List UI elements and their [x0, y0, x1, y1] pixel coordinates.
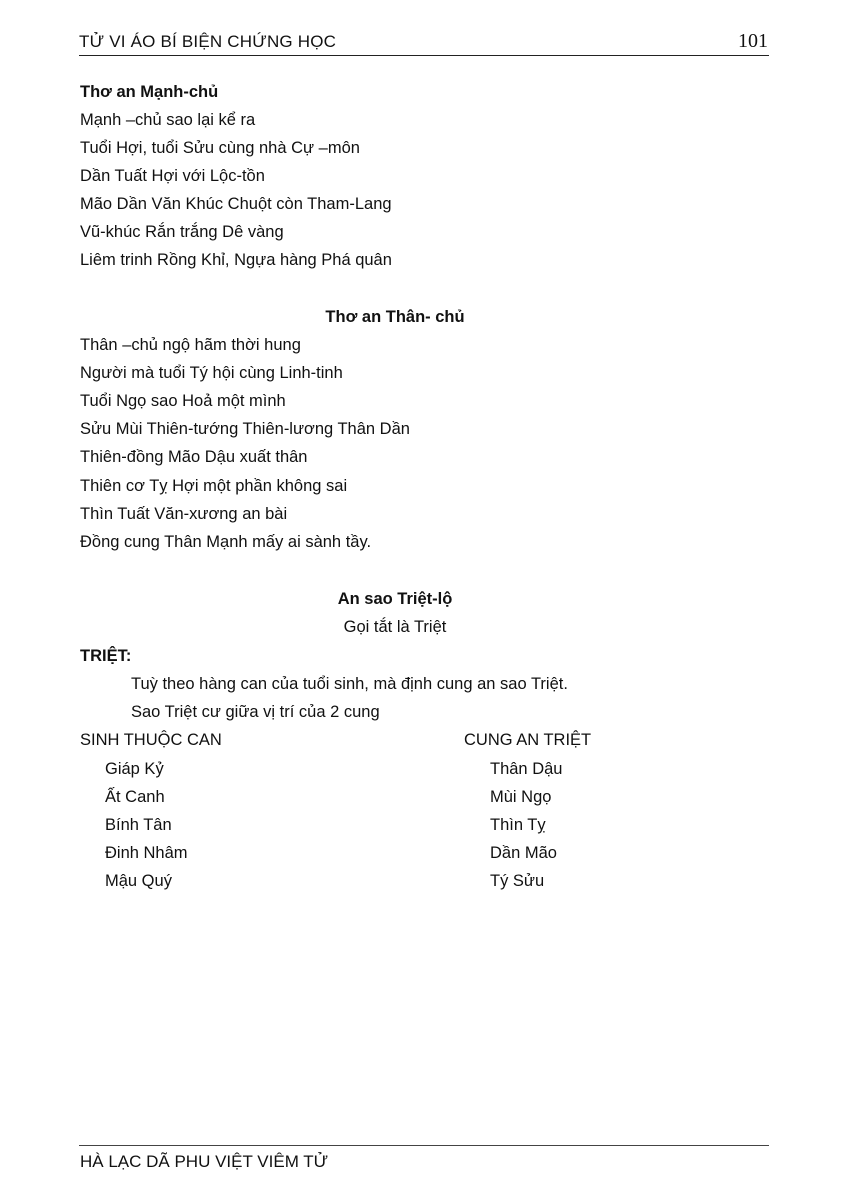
table-cell-cung: Tý Sửu: [490, 872, 545, 890]
poem-line: Vũ-khúc Rắn trắng Dê vàng: [80, 223, 284, 241]
poem-line: Mạnh –chủ sao lại kể ra: [80, 111, 256, 129]
triet-label: TRIỆT:: [80, 647, 132, 665]
paragraph: Tuỳ theo hàng can của tuổi sinh, mà định cung an sao Triệt.: [131, 675, 568, 693]
poem-line: Thân –chủ ngộ hãm thời hung: [80, 336, 301, 354]
poem-line: Thiên-đồng Mão Dậu xuất thân: [80, 448, 308, 466]
poem-line: Người mà tuổi Tý hội cùng Linh-tinh: [80, 364, 343, 382]
table-cell-cung: Dần Mão: [490, 844, 557, 862]
poem-line: Tuổi Ngọ sao Hoả một mình: [80, 392, 286, 410]
page-number: 101: [738, 30, 768, 52]
table-header-sinh-thuoc-can: SINH THUỘC CAN: [80, 731, 222, 749]
table-cell-cung: Thân Dậu: [490, 760, 563, 778]
poem-line: Mão Dần Văn Khúc Chuột còn Tham-Lang: [80, 195, 392, 213]
table-cell-can: Bính Tân: [105, 816, 172, 834]
table-cell-can: Đinh Nhâm: [105, 844, 188, 862]
poem-line: Thiên cơ Tỵ Hợi một phần không sai: [80, 477, 348, 495]
section-title-than-chu: Thơ an Thân- chủ: [325, 308, 465, 326]
section-title-menh-chu: Thơ an Mạnh-chủ: [80, 83, 219, 101]
table-cell-cung: Thìn Tỵ: [490, 816, 546, 834]
footer-divider: [79, 1145, 769, 1146]
page-header: [79, 31, 769, 56]
poem-line: Sửu Mùi Thiên-tướng Thiên-lương Thân Dần: [80, 420, 410, 438]
table-cell-can: Giáp Kỷ: [105, 760, 164, 778]
page-footer: HÀ LẠC DÃ PHU VIỆT VIÊM TỬ: [80, 1152, 329, 1171]
poem-line: Liêm trinh Rồng Khỉ, Ngựa hàng Phá quân: [80, 251, 392, 269]
table-header-cung-an-triet: CUNG AN TRIỆT: [464, 731, 592, 749]
table-cell-can: Ất Canh: [105, 788, 165, 806]
section-subtitle: Gọi tắt là Triệt: [343, 618, 447, 636]
table-cell-can: Mậu Quý: [105, 872, 172, 890]
poem-line: Đồng cung Thân Mạnh mấy ai sành tầy.: [80, 533, 372, 551]
poem-line: Tuổi Hợi, tuổi Sửu cùng nhà Cự –môn: [80, 139, 360, 157]
poem-line: Dần Tuất Hợi với Lộc-tồn: [80, 167, 265, 185]
header-title: TỬ VI ÁO BÍ BIỆN CHỨNG HỌC: [79, 32, 337, 51]
poem-line: Thìn Tuất Văn-xương an bài: [80, 505, 288, 523]
paragraph: Sao Triệt cư giữa vị trí của 2 cung: [131, 703, 380, 721]
table-cell-cung: Mùi Ngọ: [490, 788, 552, 806]
section-title-triet-lo: An sao Triệt-lộ: [337, 590, 453, 608]
